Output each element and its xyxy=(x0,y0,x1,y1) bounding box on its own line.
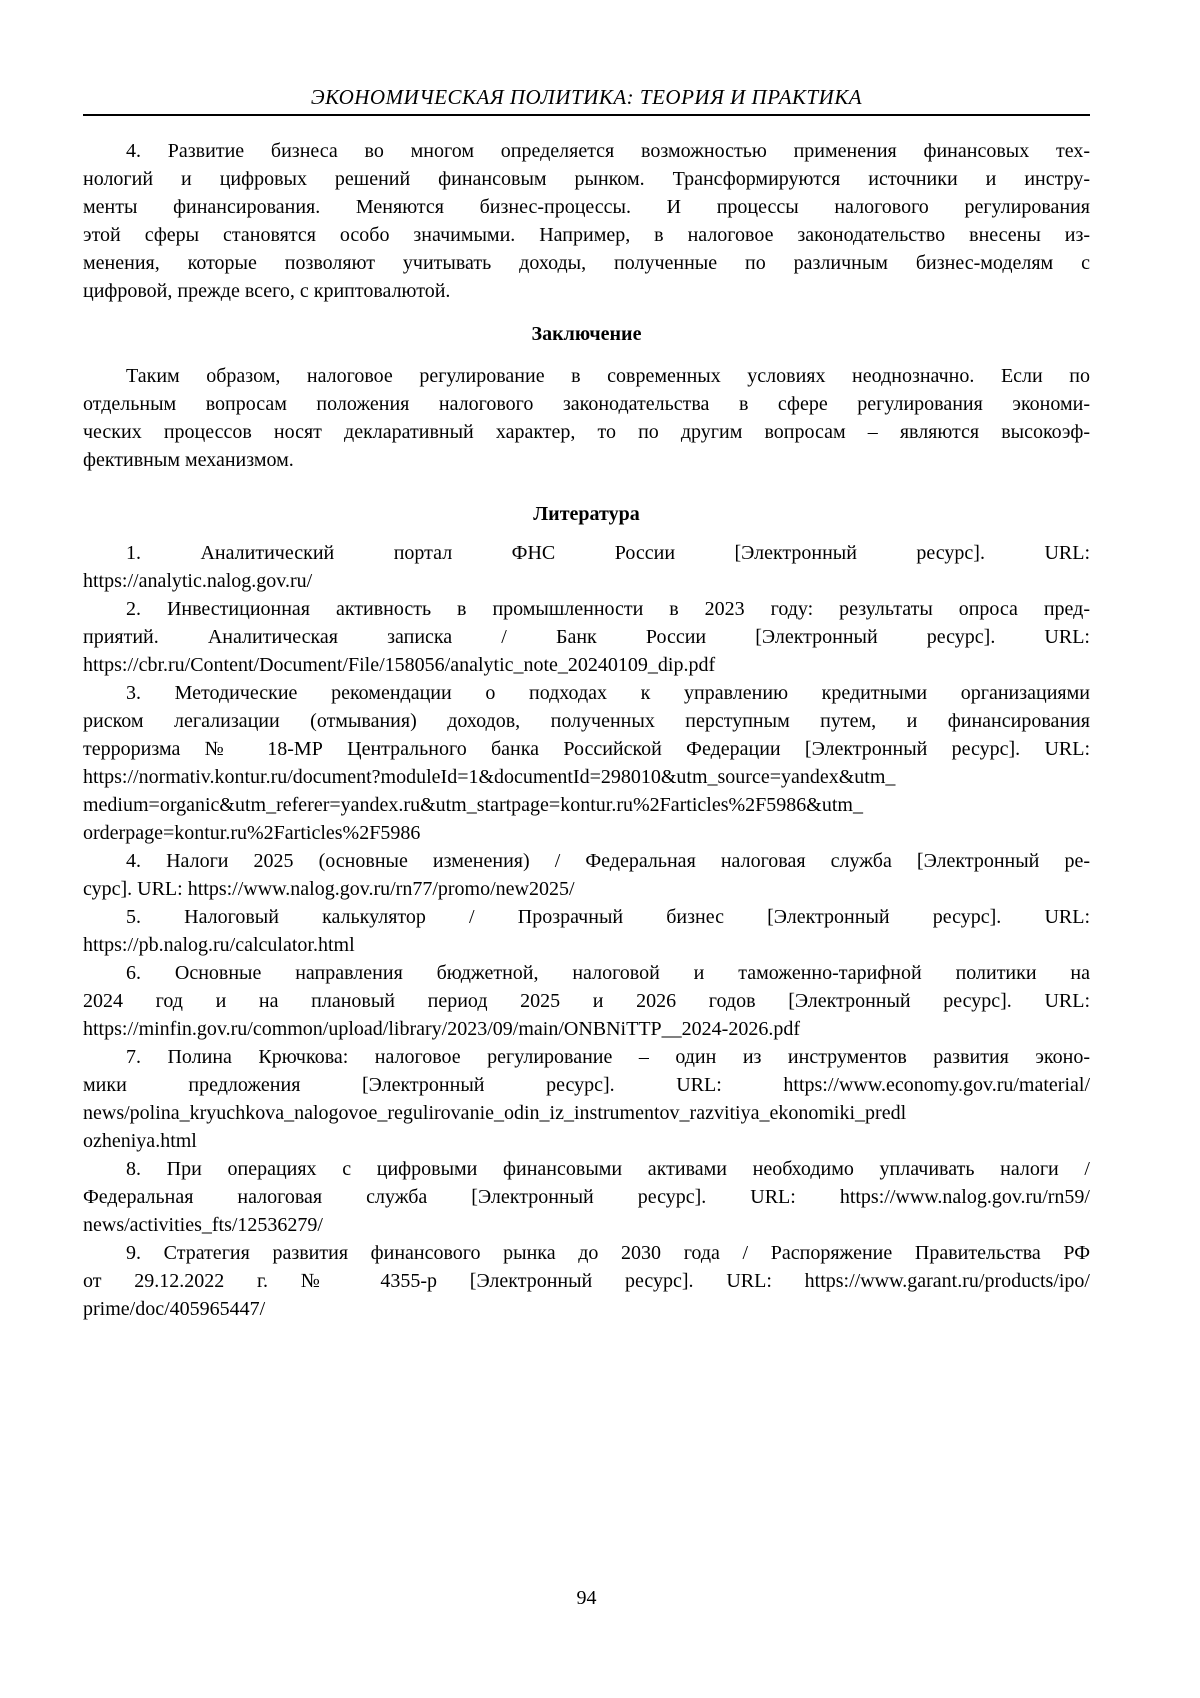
conclusion-paragraph xyxy=(83,362,1090,474)
text-line: 4. Развитие бизнеса во многом определяется возможностью применения финансовых тех- xyxy=(126,140,1090,162)
paragraph-point-4 xyxy=(83,137,1090,305)
text-line: 2024 год и на плановый период 2025 и 2026 годов [Электронный ресурс]. URL: xyxy=(83,990,1090,1012)
page-number: 94 xyxy=(576,1587,597,1609)
text-line: ческих процессов носят декларативный характер, то по другим вопросам – являются высокоэф- xyxy=(83,421,1090,443)
text-line: терроризма № 18-МР Центрального банка Российской Федерации [Электронный ресурс]. URL: xyxy=(83,738,1090,760)
reference-url: https://cbr.ru/Content/Document/File/158056/analytic_note_20240109_dip.pdf xyxy=(83,654,716,676)
reference-item-1 xyxy=(83,539,1090,595)
reference-url: orderpage=kontur.ru%2Farticles%2F5986 xyxy=(83,822,421,844)
reference-item-9 xyxy=(83,1239,1090,1323)
text-line: отдельным вопросам положения налогового законодательства в сфере регулирования экономи- xyxy=(83,393,1090,415)
text-line: 5. Налоговый калькулятор / Прозрачный бизнес [Электронный ресурс]. URL: xyxy=(126,906,1090,928)
reference-item-5 xyxy=(83,903,1090,959)
reference-url: prime/doc/405965447/ xyxy=(83,1298,266,1320)
text-line: риском легализации (отмывания) доходов, полученных перступным путем, и финансирования xyxy=(83,710,1090,732)
text-line: Федеральная налоговая служба [Электронный ресурс]. URL: https://www.nalog.gov.ru/rn59/ xyxy=(83,1186,1090,1208)
reference-item-3 xyxy=(83,679,1090,847)
running-header-title: ЭКОНОМИЧЕСКАЯ ПОЛИТИКА: ТЕОРИЯ И ПРАКТИКА xyxy=(310,85,863,109)
reference-item-6 xyxy=(83,959,1090,1043)
reference-url: https://normativ.kontur.ru/document?moduleId=1&documentId=298010&utm_source=yandex&utm_ xyxy=(83,766,896,788)
reference-url: news/activities_fts/12536279/ xyxy=(83,1214,323,1236)
reference-url: сурс]. URL: https://www.nalog.gov.ru/rn77/promo/new2025/ xyxy=(83,878,575,900)
text-line: менения, которые позволяют учитывать доходы, полученные по различным бизнес-моделям с xyxy=(83,252,1090,274)
text-line: 1. Аналитический портал ФНС России [Электронный ресурс]. URL: xyxy=(126,542,1090,564)
text-line: 7. Полина Крючкова: налоговое регулирование – один из инструментов развития эконо- xyxy=(126,1046,1090,1068)
reference-url: ozheniya.html xyxy=(83,1130,197,1152)
reference-item-2 xyxy=(83,595,1090,679)
text-line: менты финансирования. Меняются бизнес-процессы. И процессы налогового регулирования xyxy=(83,196,1090,218)
text-line: Таким образом, налоговое регулирование в современных условиях неоднозначно. Если по xyxy=(126,365,1090,387)
text-line: этой сферы становятся особо значимыми. Например, в налоговое законодательство внесены из- xyxy=(83,224,1090,246)
literature-heading: Литература xyxy=(533,503,640,525)
reference-url: https://minfin.gov.ru/common/upload/library/2023/09/main/ONBNiTTP__2024-2026.pdf xyxy=(83,1018,800,1040)
conclusion-heading: Заключение xyxy=(531,323,642,345)
text-line: 6. Основные направления бюджетной, налоговой и таможенно-тарифной политики на xyxy=(126,962,1090,984)
text-line: мики предложения [Электронный ресурс]. URL: https://www.economy.gov.ru/material/ xyxy=(83,1074,1090,1096)
reference-url: https://analytic.nalog.gov.ru/ xyxy=(83,570,313,592)
text-line: цифровой, прежде всего, с криптовалютой. xyxy=(83,280,451,302)
text-line: 9. Стратегия развития финансового рынка до 2030 года / Распоряжение Правительства РФ xyxy=(126,1242,1090,1264)
reference-url: news/polina_kryuchkova_nalogovoe_regulirovanie_odin_iz_instrumentov_razvitiya_ekonomiki_predl xyxy=(83,1102,907,1124)
reference-url: https://pb.nalog.ru/calculator.html xyxy=(83,934,355,956)
text-line: 2. Инвестиционная активность в промышленности в 2023 году: результаты опроса пред- xyxy=(126,598,1090,620)
text-line: 3. Методические рекомендации о подходах к управлению кредитными организациями xyxy=(126,682,1090,704)
reference-url: medium=organic&utm_referer=yandex.ru&utm_startpage=kontur.ru%2Farticles%2F5986&utm_ xyxy=(83,794,863,816)
reference-item-4 xyxy=(83,847,1090,903)
text-line: приятий. Аналитическая записка / Банк России [Электронный ресурс]. URL: xyxy=(83,626,1090,648)
page-content xyxy=(83,0,1090,1323)
reference-item-8 xyxy=(83,1155,1090,1239)
header-rule xyxy=(83,114,1090,116)
reference-item-7 xyxy=(83,1043,1090,1155)
text-line: 8. При операциях с цифровыми финансовыми активами необходимо уплачивать налоги / xyxy=(126,1158,1090,1180)
reference-list xyxy=(83,539,1090,1323)
text-line: нологий и цифровых решений финансовым рынком. Трансформируются источники и инстру- xyxy=(83,168,1090,190)
text-line: от 29.12.2022 г. № 4355-р [Электронный ресурс]. URL: https://www.garant.ru/products/ipo/ xyxy=(83,1270,1090,1292)
text-line: 4. Налоги 2025 (основные изменения) / Федеральная налоговая служба [Электронный ре- xyxy=(126,850,1090,872)
text-line: фективным механизмом. xyxy=(83,449,294,471)
